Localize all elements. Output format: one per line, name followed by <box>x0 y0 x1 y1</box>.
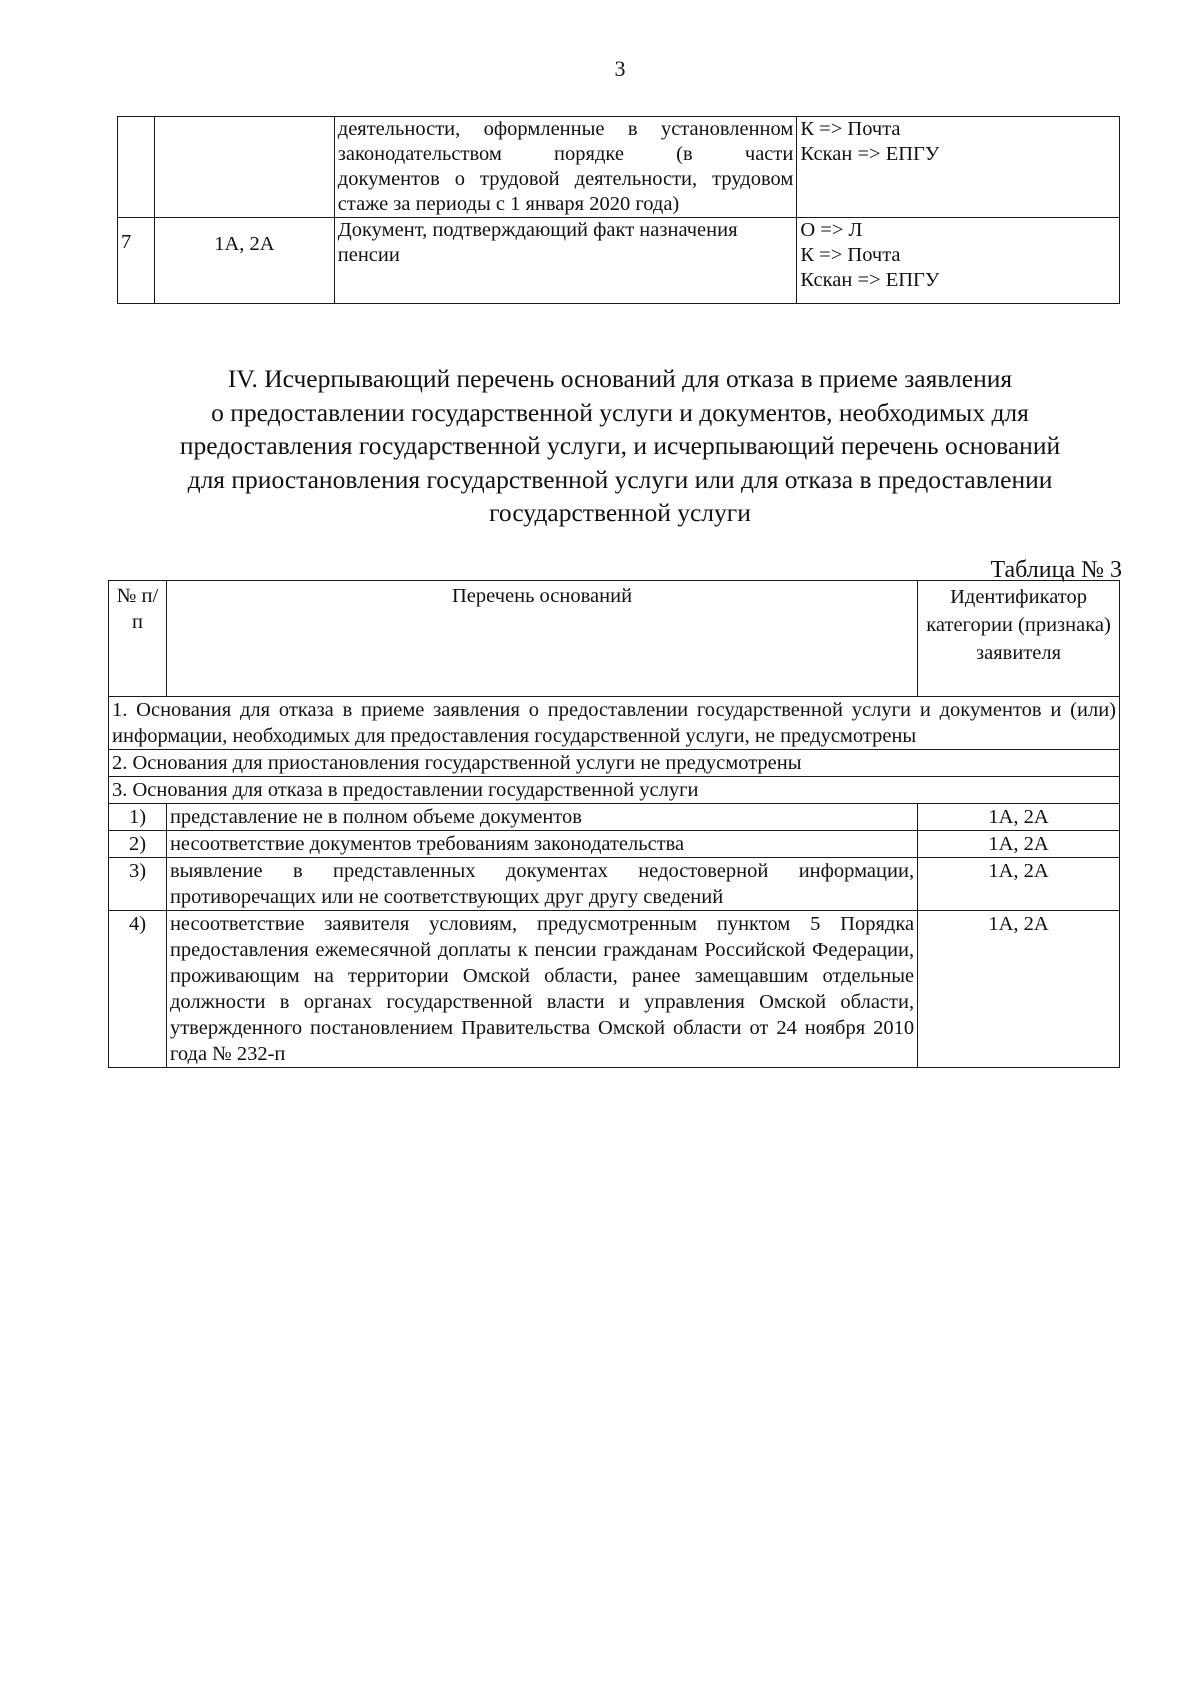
heading-line: о предоставлении государственной услуги и документов, необходимых для <box>211 397 1029 427</box>
document-line: деятельности, оформленные в установленном <box>337 118 794 140</box>
item-number: 2) <box>109 831 167 858</box>
item-number: 1) <box>109 804 167 831</box>
document-cell <box>334 218 797 304</box>
table-caption: Таблица № 3 <box>990 557 1122 583</box>
row-number-cell <box>118 117 155 218</box>
item-text: представление не в полном объеме документов <box>166 804 917 831</box>
document-line: стаже за периоды с 1 января 2020 года) <box>337 193 680 215</box>
row-number-cell: 7 <box>118 218 155 304</box>
method-line: К => Почта <box>800 244 901 266</box>
group-2-text: 2. Основания для приостановления государственной услуги не предусмотрены <box>109 750 1120 777</box>
item-text: выявление в представленных документах недостоверной информации, противоречащих или не соответствующих друг другу сведений <box>166 858 917 911</box>
method-line: Кскан => ЕПГУ <box>800 143 940 165</box>
section-heading <box>110 362 1130 530</box>
document-line: документов о трудовой деятельности, трудовом <box>337 168 794 190</box>
method-line: Кскан => ЕПГУ <box>800 269 940 291</box>
document-line: законодательством порядке (в части <box>337 143 794 165</box>
table-row <box>109 804 1120 831</box>
category-cell <box>154 117 334 218</box>
group-row <box>109 750 1120 777</box>
submission-methods-cell <box>797 218 1120 304</box>
document-line: Документ, подтверждающий факт назначения <box>337 219 738 241</box>
group-row <box>109 777 1120 804</box>
group-1-text: 1. Основания для отказа в приеме заявления о предоставлении государственной услуги и документов и (или) информации, необходимых для предоставления государственной услуги, не предусмотрены <box>109 697 1120 750</box>
heading-line: предоставления государственной услуги, и исчерпывающий перечень оснований <box>179 431 1061 460</box>
refusal-grounds-table <box>108 580 1120 1068</box>
heading-line: для приостановления государственной услуги или для отказа в предоставлении <box>187 464 1053 494</box>
category-cell: 1А, 2А <box>154 218 334 304</box>
item-text: несоответствие документов требованиям законодательства <box>166 831 917 858</box>
page-number: 3 <box>614 56 626 81</box>
item-text: несоответствие заявителя условиям, предусмотренным пунктом 5 Порядка предоставления ежемесячной доплаты к пенсии гражданам Российской Федерации, проживающим на территории Омской области, ранее замещавшим отдельные должности в органах государственной власти и управления Омской области, утвержденного постановлением Правительства Омской области от 24 ноября 2010 года № 232-п <box>166 911 917 1068</box>
header-number: № п/п <box>109 581 167 697</box>
table-row <box>118 117 1120 218</box>
item-number: 4) <box>109 911 167 1068</box>
group-3-text: 3. Основания для отказа в предоставлении государственной услуги <box>109 777 1120 804</box>
document-line: пенсии <box>337 244 400 266</box>
document-cell <box>334 117 797 218</box>
item-identifier: 1А, 2А <box>918 858 1120 911</box>
table-row <box>118 218 1120 304</box>
method-line: К => Почта <box>800 118 901 140</box>
item-identifier: 1А, 2А <box>918 911 1120 1068</box>
table-row <box>109 858 1120 911</box>
documents-table-continuation <box>117 116 1120 304</box>
header-grounds: Перечень оснований <box>166 581 917 697</box>
table-row <box>109 911 1120 1068</box>
item-identifier: 1А, 2А <box>918 831 1120 858</box>
submission-methods-cell <box>797 117 1120 218</box>
heading-line: государственной услуги <box>489 498 751 527</box>
header-identifier: Идентификатор категории (признака) заявителя <box>918 581 1120 697</box>
group-row <box>109 697 1120 750</box>
table-row <box>109 831 1120 858</box>
table-header-row <box>109 581 1120 697</box>
item-number: 3) <box>109 858 167 911</box>
method-line: О => Л <box>800 219 863 241</box>
item-identifier: 1А, 2А <box>918 804 1120 831</box>
heading-line: IV. Исчерпывающий перечень оснований для отказа в приеме заявления <box>227 364 1013 393</box>
